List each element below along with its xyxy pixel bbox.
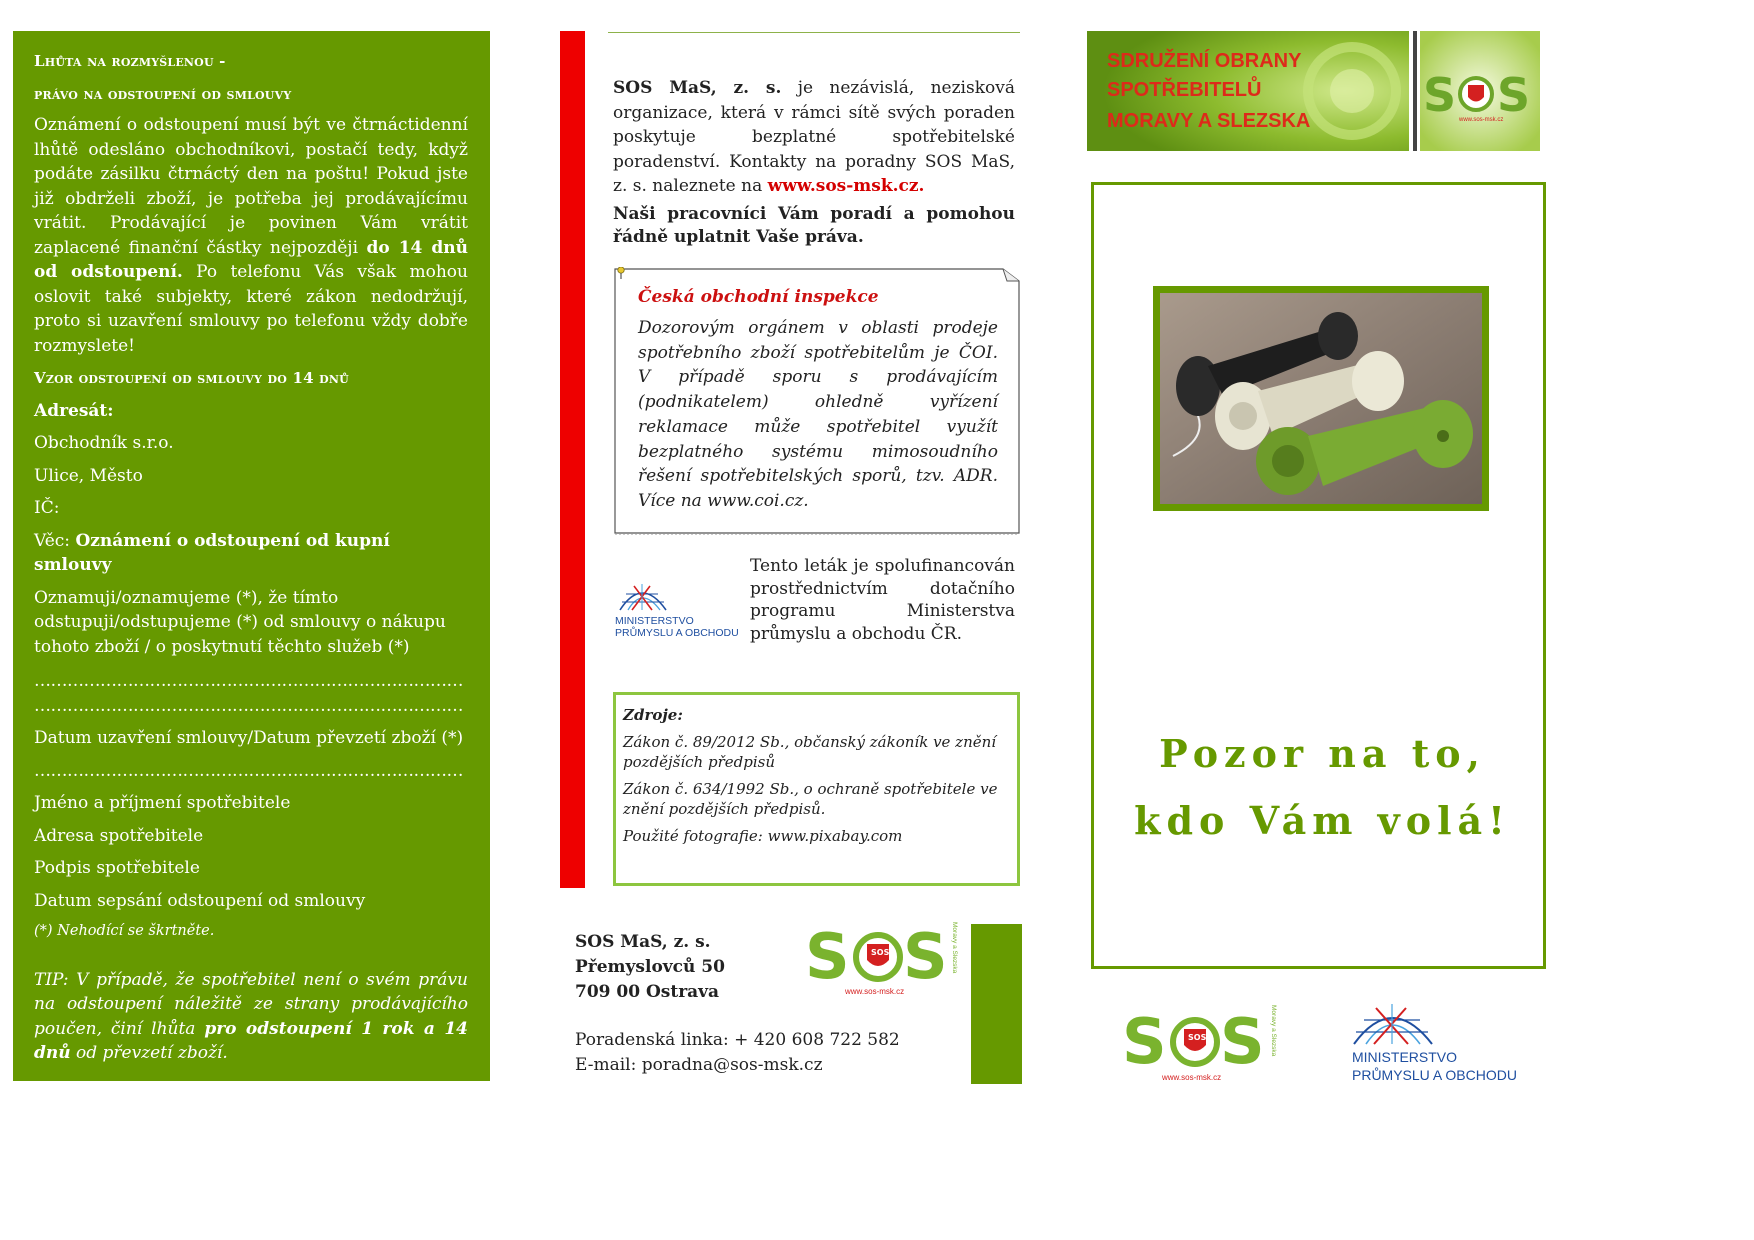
- withdrawal-date-line: Datum sepsání odstoupení od smlouvy: [34, 890, 366, 911]
- top-divider: [608, 32, 1020, 33]
- telephone-handsets-photo: [1153, 286, 1489, 511]
- cofinancing-note: Tento leták je spolufinancován prostřednictvím dotačního programu Ministerstva průmyslu a obchodu ČR.: [750, 556, 1015, 644]
- svg-text:SOS: SOS: [1188, 1033, 1207, 1042]
- merchant-name: Obchodník s.r.o.: [34, 433, 174, 453]
- slogan-line: kdo Vám volá!: [1134, 798, 1511, 843]
- svg-text:S: S: [903, 920, 948, 993]
- workers-note: Naši pracovníci Vám poradí a pomohou řádně uplatnit Vaše práva.: [613, 204, 1015, 247]
- strike-note: (*) Nehodící se škrtněte.: [34, 923, 215, 939]
- source-item: Použité fotografie: www.pixabay.com: [623, 826, 903, 845]
- contact-info: [575, 1028, 900, 1078]
- sos-logo-bottom: [1122, 1003, 1279, 1085]
- source-item: Zákon č. 89/2012 Sb., občanský zákoník ve znění pozdějších předpisů: [623, 732, 997, 771]
- ministry-globe-icon: [614, 580, 739, 640]
- heading-template: Vzor odstoupení od smlouvy do 14 dnů: [34, 369, 349, 387]
- sources-title: Zdroje:: [623, 706, 683, 724]
- svg-text:SDRUŽENÍ OBRANY: SDRUŽENÍ OBRANY: [1107, 50, 1302, 72]
- merchant-street: Ulice, Město: [34, 465, 143, 486]
- svg-text:MORAVY A SLEZSKA: MORAVY A SLEZSKA: [1107, 110, 1311, 132]
- website-link[interactable]: www.sos-msk.cz.: [767, 176, 925, 196]
- red-accent-bar: [560, 31, 585, 888]
- ministry-logo-bottom: [1350, 1000, 1525, 1085]
- svg-text:SPOTŘEBITELŮ: SPOTŘEBITELŮ: [1107, 79, 1262, 101]
- notification-text: Oznamuji/oznamujeme (*), že tímto odstupuji/odstupujeme (*) od smlouvy o nákupu tohoto zboží / o poskytnutí těchto služeb (*): [34, 587, 446, 657]
- svg-text:S: S: [1220, 1005, 1265, 1078]
- tip-paragraph: TIP: V případě, že spotřebitel není o svém právu na odstoupení náležitě ze strany prodávajícího poučen, činí lhůta pro odstoupení 1 rok a 14 dnů od převzetí zboží.: [34, 969, 468, 1063]
- coi-title: Česká obchodní inspekce: [638, 287, 879, 307]
- svg-text:SOS: SOS: [871, 948, 890, 957]
- sos-logo-icon: [1122, 1003, 1279, 1085]
- fill-line: ……………………………………………………………………: [34, 695, 463, 716]
- consumer-name-line: Jméno a příjmení spotřebitele: [34, 793, 291, 813]
- green-accent-block: [971, 924, 1022, 1084]
- heading-withdrawal-right: právo na odstoupení od smlouvy: [34, 84, 292, 103]
- coi-text: Dozorovým orgánem v oblasti prodeje spotřebního zboží spotřebitelům je ČOI. V případě sporu s prodávajícím (podnikatelem) ohledně vyřízení reklamace může spotřebitel využít bezplatného systému mimosoudního řešení spotřebitelských sporů, tzv. ADR. Více na www.coi.cz.: [638, 318, 998, 511]
- subject-line: Věc: Oznámení o odstoupení od kupní smlouvy: [34, 530, 390, 575]
- coi-note-box: [613, 267, 1021, 535]
- email-line[interactable]: E-mail: poradna@sos-msk.cz: [575, 1055, 823, 1075]
- addressee-label: Adresát:: [34, 400, 114, 421]
- svg-text:www.sos-msk.cz: www.sos-msk.cz: [1162, 1073, 1222, 1082]
- svg-text:PRŮMYSLU A OBCHODU: PRŮMYSLU A OBCHODU: [1352, 1067, 1517, 1083]
- source-item: Zákon č. 634/1992 Sb., o ochraně spotřebitele ve znění pozdějších předpisů.: [623, 779, 998, 818]
- contract-date-line: Datum uzavření smlouvy/Datum převzetí zboží (*): [34, 728, 464, 748]
- banner-graphic: [1087, 31, 1540, 151]
- sos-logo: [805, 920, 960, 1000]
- consumer-address-line: Adresa spotřebitele: [34, 825, 204, 846]
- ministry-logo-small: [614, 580, 739, 640]
- svg-text:Moravy a Slezska: Moravy a Slezska: [951, 922, 958, 974]
- address-line: Přemyslovců 50: [575, 957, 725, 977]
- consumer-signature-line: Podpis spotřebitele: [34, 858, 200, 878]
- svg-text:MINISTERSTVO: MINISTERSTVO: [615, 615, 694, 627]
- svg-text:MINISTERSTVO: MINISTERSTVO: [1352, 1049, 1458, 1065]
- left-panel: [13, 31, 490, 1081]
- ministry-globe-icon: [1350, 1000, 1525, 1085]
- svg-text:www.sos-msk.cz: www.sos-msk.cz: [1459, 117, 1504, 123]
- svg-text:S: S: [1122, 1005, 1167, 1078]
- phone-line[interactable]: Poradenská linka: + 420 608 722 582: [575, 1030, 900, 1050]
- svg-text:S: S: [1423, 68, 1457, 122]
- organization-address: [575, 930, 725, 1005]
- svg-text:www.sos-msk.cz: www.sos-msk.cz: [845, 987, 905, 996]
- cover-slogan: [1095, 720, 1550, 854]
- fill-line: ……………………………………………………………………: [34, 760, 463, 781]
- fill-line: ……………………………………………………………………: [34, 671, 463, 691]
- heading-cooling-off: Lhůta na rozmyšlenou -: [34, 52, 226, 70]
- sos-logo-icon: [805, 920, 960, 1000]
- header-banner: [1087, 31, 1540, 151]
- merchant-ico: IČ:: [34, 498, 60, 518]
- intro-paragraph: SOS MaS, z. s. je nezávislá, nezisková organizace, která v rámci sítě svých poraden poskytuje bezplatné spotřebitelské poradenství. Kontakty na poradny SOS MaS, z. s. naleznete na www.sos-msk.cz.: [613, 78, 1015, 196]
- svg-text:PRŮMYSLU A OBCHODU: PRŮMYSLU A OBCHODU: [615, 627, 739, 639]
- withdrawal-paragraph: Oznámení o odstoupení musí být ve čtrnáctidenní lhůtě odesláno obchodníkovi, postačí tedy, když podáte zásilku čtrnáctý den na poštu! Pokud jste již obdrželi zboží, je potřeba jej prodávajícímu vrátit. Prodávající je povinen Vám vrátit zaplacené finanční částky nejpozději do 14 dnů od odstoupení. Po telefonu Vás však mohou oslovit také subjekty, které zákon nedodržují, proto si uzavření smlouvy po telefonu vždy dobře rozmyslete!: [34, 115, 468, 356]
- svg-text:Moravy a Slezska: Moravy a Slezska: [1270, 1005, 1277, 1057]
- svg-text:S: S: [1497, 68, 1531, 122]
- slogan-line: Pozor na to,: [1159, 731, 1486, 776]
- sources-box: [613, 692, 1020, 886]
- svg-text:S: S: [805, 920, 850, 993]
- address-line: 709 00 Ostrava: [575, 982, 720, 1002]
- phone-handsets-image: [1153, 286, 1489, 511]
- address-line: SOS MaS, z. s.: [575, 932, 711, 952]
